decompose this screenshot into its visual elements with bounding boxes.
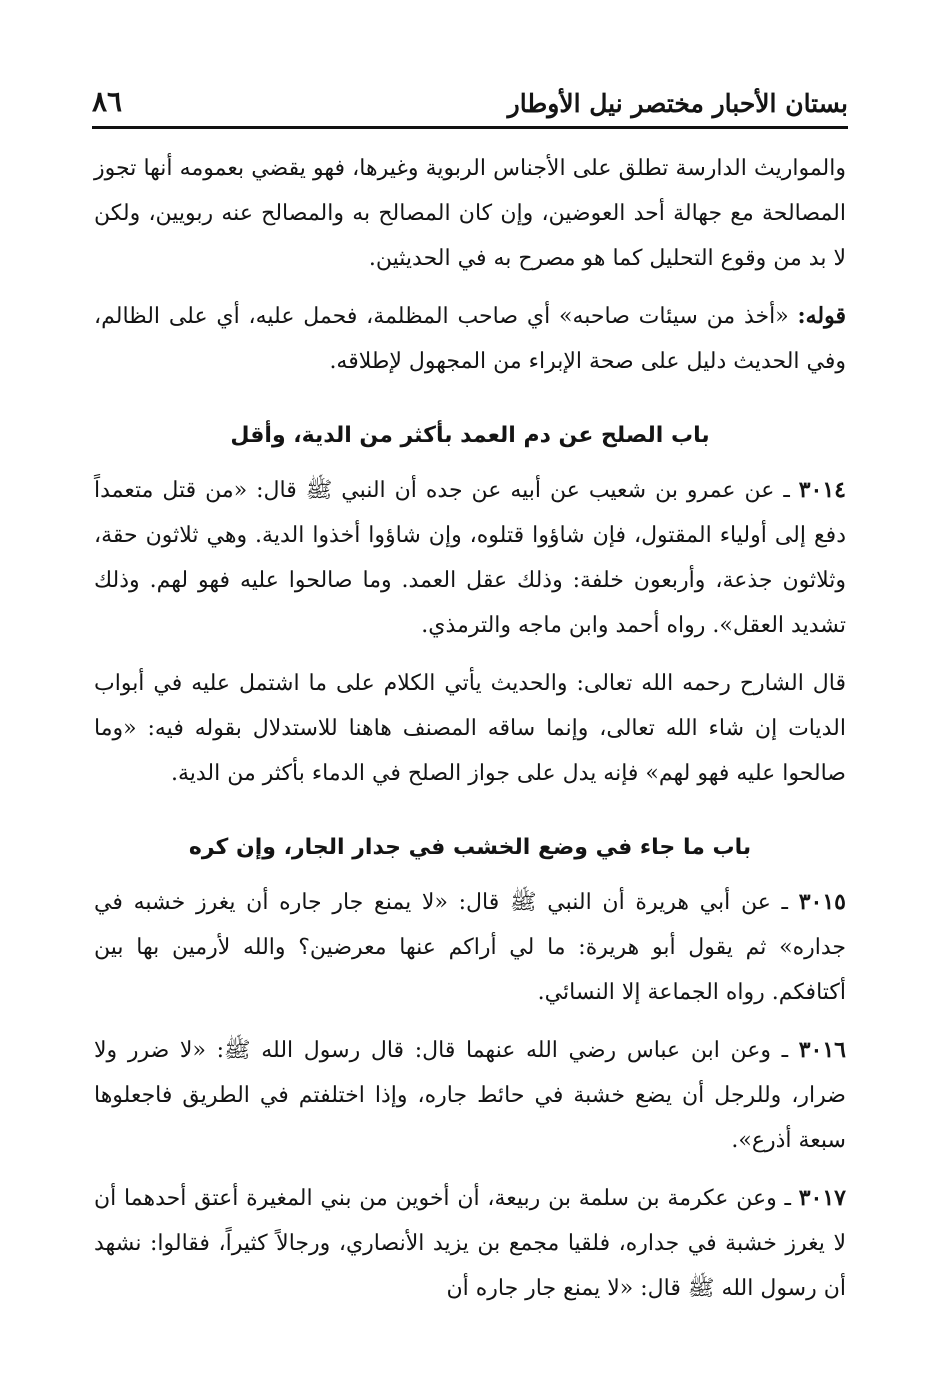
- hadith-text: ـ عن أبي هريرة أن النبي ﷺ قال: «لا يمنع جار جاره أن يغرز خشبه في جداره» ثم يقول أبو هريرة: ما لي أراكم عنها معرضين؟ والله لأرمين بها بين أكتافكم. رواه الجماعة إلا النسائي.: [94, 890, 846, 1005]
- header-rule: [92, 126, 848, 129]
- hadith-3016: [94, 1028, 846, 1163]
- hadith-text: ـ عن عمرو بن شعيب عن أبيه عن جده أن النبي ﷺ قال: «من قتل متعمداً دفع إلى أولياء المقتول، فإن شاؤوا قتلوه، وإن شاؤوا أخذوا الدية. وهي ثلاثون حقة، وثلاثون جذعة، وأربعون خلفة: وذلك عقل العمد. وما صالحوا عليه فهو لهم. وذلك تشديد العقل». رواه أحمد وابن ماجه والترمذي.: [94, 478, 846, 638]
- paragraph-commentary: [94, 294, 846, 384]
- paragraph-sharih-commentary: قال الشارح رحمه الله تعالى: والحديث يأتي الكلام على ما اشتمل عليه في أبواب الديات إن شاء الله تعالى، وإنما ساقه المصنف هاهنا للاستدلال بقوله فيه: «وما صالحوا عليه فهو لهم» فإنه يدل على جواز الصلح في الدماء بأكثر من الدية.: [94, 671, 846, 786]
- commentary-text: «أخذ من سيئات صاحبه» أي صاحب المظلمة، فحمل عليه، أي على الظالم، وفي الحديث دليل على صحة الإبراء من المجهول لإطلاقه.: [94, 304, 846, 374]
- hadith-number: ٣٠١٤: [798, 477, 846, 503]
- hadith-number: ٣٠١٦: [798, 1037, 846, 1063]
- book-title: بستان الأحبار مختصر نيل الأوطار: [507, 89, 848, 118]
- running-header: [92, 78, 848, 126]
- hadith-3017: [94, 1176, 846, 1311]
- page-number: ٨٦: [92, 85, 123, 118]
- hadith-3014: [94, 468, 846, 648]
- hadith-number: ٣٠١٥: [798, 889, 846, 915]
- section-heading-reconciliation: باب الصلح عن دم العمد بأكثر من الدية، وأقل: [230, 423, 710, 448]
- section-heading-wood-beams: باب ما جاء في وضع الخشب في جدار الجار، وإن كره: [188, 835, 752, 860]
- hadith-3015: [94, 880, 846, 1015]
- hadith-text: ـ وعن عكرمة بن سلمة بن ربيعة، أن أخوين من بني المغيرة أعتق أحدهما أن لا يغرز خشبة في جداره، فلقيا مجمع بن يزيد الأنصاري، ورجالاً كثيراً، فقالوا: نشهد أن رسول الله ﷺ قال: «لا يمنع جار جاره أن: [94, 1186, 846, 1301]
- page-body: [94, 146, 846, 1311]
- commentary-label: قوله:: [797, 303, 846, 329]
- paragraph-continuation: والمواريث الدارسة تطلق على الأجناس الربوية وغيرها، فهو يقضي بعمومه أنها تجوز المصالحة مع جهالة أحد العوضين، وإن كان المصالح به والمصالح عنه ربويين، ولكن لا بد من وقوع التحليل كما هو مصرح به في الحديثين.: [94, 156, 846, 271]
- hadith-number: ٣٠١٧: [798, 1185, 846, 1211]
- hadith-text: ـ وعن ابن عباس رضي الله عنهما قال: قال رسول الله ﷺ: «لا ضرر ولا ضرار، وللرجل أن يضع خشبة في حائط جاره، وإذا اختلفتم في الطريق فاجعلوها سبعة أذرع».: [94, 1038, 846, 1153]
